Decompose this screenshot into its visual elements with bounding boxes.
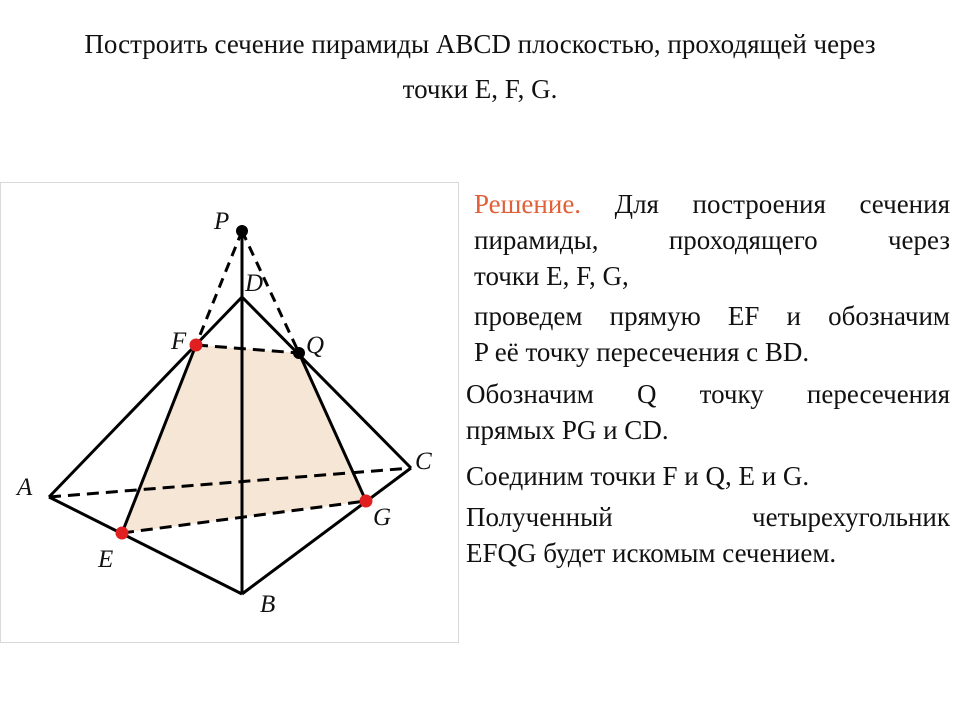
label-g: G [373, 504, 392, 531]
solution-paragraph-1 [474, 186, 950, 294]
solution-line: проведем прямую EF и обозначим [474, 301, 950, 331]
label-b: B [260, 591, 276, 618]
solution-line: прямых PG и CD. [466, 415, 669, 445]
solution-text: Для построения сечения [614, 189, 951, 219]
point-q [293, 347, 305, 359]
solution-line: точки E, F, G, [474, 261, 629, 291]
solution-line: P её точку пересечения с BD. [474, 337, 810, 367]
label-p: P [214, 208, 230, 235]
label-e: E [98, 546, 114, 573]
label-c: C [415, 448, 432, 475]
task-title [0, 22, 960, 112]
label-q: Q [306, 332, 325, 359]
point-p [236, 225, 248, 237]
solution-line: пирамиды, проходящего через [474, 225, 950, 255]
pyramid-figure [0, 182, 459, 643]
point-g [360, 495, 373, 508]
solution-line: Полученный четырехугольник [466, 502, 950, 532]
solution-paragraph-4 [466, 458, 950, 494]
solution-paragraph-5 [466, 499, 950, 571]
solution-paragraph-3 [466, 376, 950, 448]
solution-line: Соединим точки F и Q, E и G. [466, 461, 810, 491]
label-f: F [171, 328, 187, 355]
solution-heading: Решение. [474, 189, 582, 219]
solution-paragraph-2 [474, 298, 950, 370]
solution-line: EFQG будет искомым сечением. [466, 538, 837, 568]
pyramid-diagram [1, 183, 460, 644]
label-a: A [17, 474, 33, 501]
solution-line [474, 186, 950, 222]
task-title-line-1: Построить сечение пирамиды ABCD плоскостью, проходящей через [84, 29, 876, 59]
point-f [190, 339, 203, 352]
point-e [116, 527, 129, 540]
label-d: D [245, 270, 264, 297]
solution-line: Обозначим Q точку пересечения [466, 379, 950, 409]
line-pf-hidden [196, 231, 242, 345]
task-title-line-2: точки E, F, G. [402, 74, 558, 104]
